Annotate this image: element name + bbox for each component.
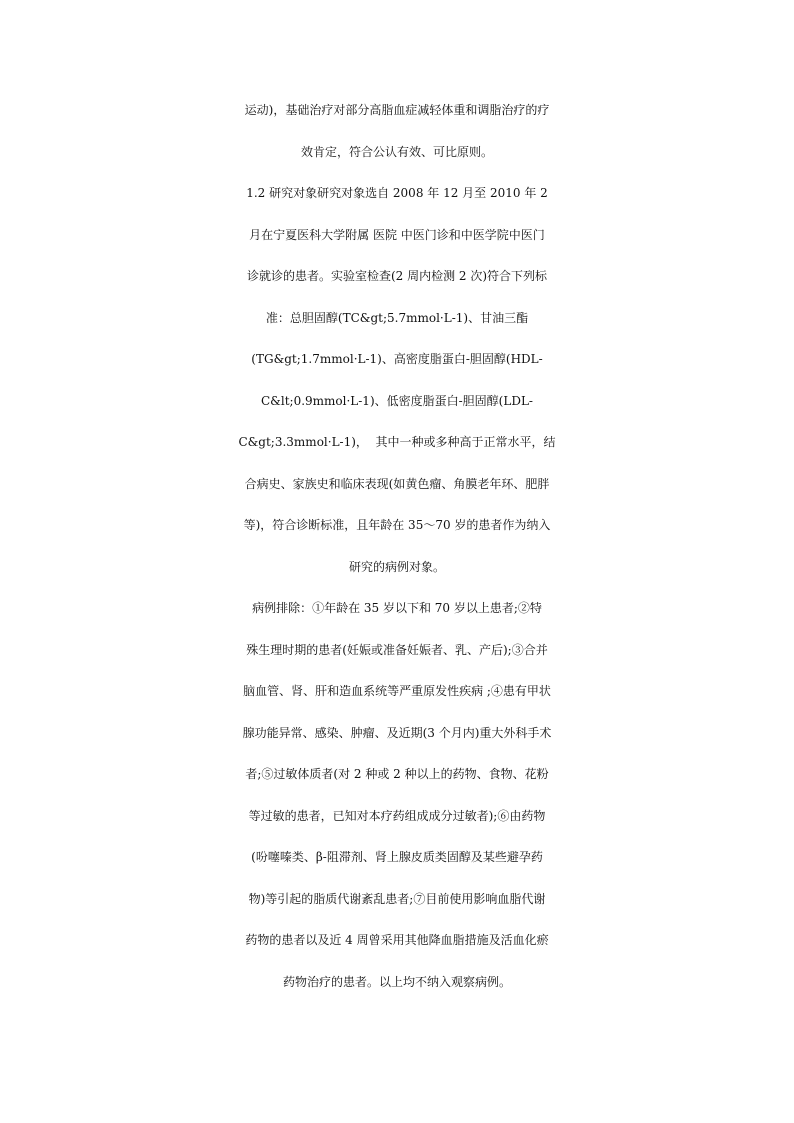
text-line: 月在宁夏医科大学附属 医院 中医门诊和中医学院中医门 — [249, 228, 545, 242]
text-line: 病例排除：①年龄在 35 岁以下和 70 岁以上患者;②特 — [252, 601, 542, 615]
text-line: 者;⑤过敏体质者(对 2 种或 2 种以上的药物、食物、花粉 — [245, 767, 549, 781]
text-line: 药物的患者以及近 4 周曾采用其他降血脂措施及活血化瘀 — [245, 933, 549, 947]
text-line: (吩噻嗪类、β-阻滞剂、肾上腺皮质类固醇及某些避孕药 — [251, 850, 543, 864]
text-line: 物)等引起的脂质代谢紊乱患者;⑦目前使用影响血脂代谢 — [248, 892, 546, 906]
text-line: C&gt;3.3mmol·L-1)， 其中一种或多种高于正常水平，结 — [238, 435, 556, 449]
text-line: 腺功能异常、感染、肿瘤、及近期(3 个月内)重大外科手术 — [242, 726, 552, 740]
text-line: 效肯定，符合公认有效、可比原则。 — [300, 145, 493, 159]
text-line: 准：总胆固醇(TC&gt;5.7mmol·L-1)、甘油三酯 — [265, 311, 529, 325]
text-line: 脑血管、肾、肝和造血系统等严重原发性疾病 ;④患有甲状 — [243, 684, 551, 698]
text-line: C&lt;0.9mmol·L-1)、低密度脂蛋白-胆固醇(LDL- — [261, 394, 533, 408]
text-line: 殊生理时期的患者(妊娠或准备妊娠者、乳、产后);③合并 — [246, 643, 548, 657]
text-line: (TG&gt;1.7mmol·L-1)、高密度脂蛋白-胆固醇(HDL- — [251, 352, 543, 366]
text-line: 研究的病例对象。 — [348, 560, 445, 574]
text-line: 等过敏的患者，已知对本疗药组成成分过敏者);⑥由药物 — [248, 809, 546, 823]
text-line: 诊就诊的患者。实验室检查(2 周内检测 2 次)符合下列标 — [246, 269, 548, 283]
text-line: 等)，符合诊断标准，且年龄在 35～70 岁的患者作为纳入 — [243, 518, 551, 532]
text-line: 药物治疗的患者。以上均不纳入观察病例。 — [282, 975, 511, 989]
text-line: 1.2 研究对象研究对象选自 2008 年 12 月至 2010 年 2 — [246, 186, 548, 200]
text-line: 合病史、家族史和临床表现(如黄色瘤、角膜老年环、肥胖 — [244, 477, 550, 491]
text-line: 运动)，基础治疗对部分高脂血症减轻体重和调脂治疗的疗 — [244, 103, 550, 117]
